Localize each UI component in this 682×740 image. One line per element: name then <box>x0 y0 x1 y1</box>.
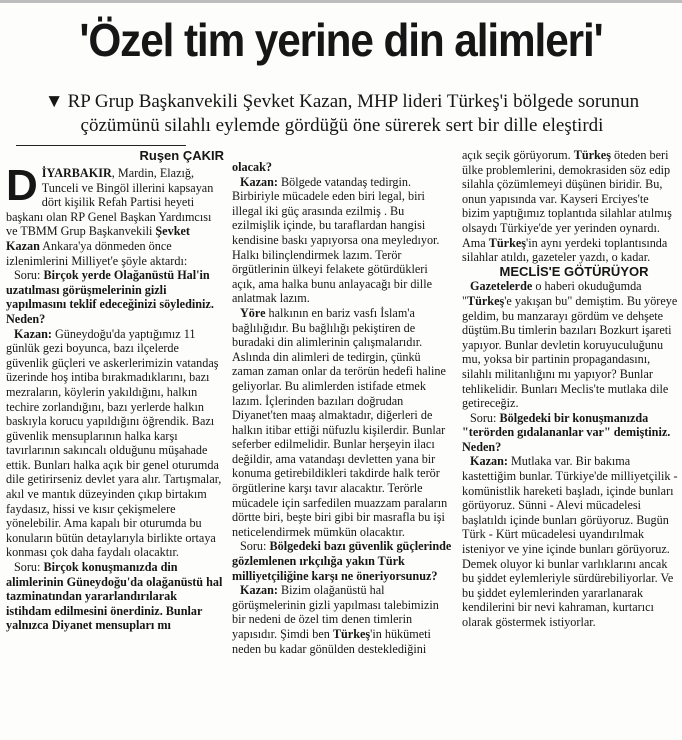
subheadline-text: RP Grup Başkanvekili Şevket Kazan, MHP lideri Türkeş'i bölgede sorunun çözümünü silahlı eylemde gördüğü öne sürerek sert bir dille eleştirdi <box>67 91 640 136</box>
paragraph-text-mid: öteden beri ülke problemlerini, demokrasiden söz edip silahla çözümlemeyi düşünen biridir. Bu, onun yapısında var. Kayseri Erciyes'te bizim yaptığımız toplantıda silahlar atılmış olsaydı Türkiye'de yer yerinden oynardı. Ama <box>462 148 672 250</box>
paragraph-text: o haberi okuduğumda " <box>462 279 642 308</box>
article-column-1 <box>6 166 224 738</box>
answer-label: Kazan: <box>240 583 278 598</box>
paragraph-name: Türkeş <box>573 148 611 162</box>
paragraph-text-end: 'e yakışan bu" demiştim. Bu yöreye geldim, bu manzarayı gördüm ve dehşete düştüm.Bu timlerin bazıları Bozkurt işareti yapıyor. Bunlar devletin koruyuculuğunu mu, yoksa bir partinin propagandasını, silahlı militanlığını mı yapıyor? Bunlar tehlikelidir. Bunları Meclis'te mutlaka dile getireceğiz. <box>462 293 678 411</box>
triangle-marker-icon: ▼ <box>44 91 64 112</box>
drop-cap: D <box>6 166 38 210</box>
answer-text-end: 'in hükümeti neden bu kadar gönülden desteklediğini <box>232 627 431 656</box>
answer-4 <box>462 454 678 629</box>
paragraph-text: açık seçik görüyorum. <box>462 148 574 162</box>
question-text: Birçok konuşmanızda din alimlerinin Güneydoğu'da olağanüstü hal tazminatından yararlandırılarak istihdam edilmesini önerdiniz. Bunlar yalnızca Diyanet mensupları mı <box>6 560 223 633</box>
lead-paragraph <box>6 166 224 268</box>
answer-text: Bizim olağanüstü hal görüşmelerinin gizli yapılması talebimizin bir nedeni de özel tim denen timlerin yapısıdır. Şimdi ben <box>232 583 439 641</box>
question-label: Soru: <box>14 560 44 575</box>
question-label: Soru: <box>14 268 44 283</box>
answer-2 <box>232 175 454 306</box>
answer-label: Kazan: <box>14 326 52 341</box>
article-column-2 <box>232 160 454 738</box>
lead-text-end: Ankara'ya dönmeden önce izlenimlerini Milliyet'e şöyle aktardı: <box>6 238 188 268</box>
byline-divider <box>16 145 186 146</box>
article-column-3 <box>462 148 678 738</box>
paragraph-name-2: Türkeş <box>488 235 526 250</box>
question-text: Birçok yerde Olağanüstü Hal'in uzatılması görüşmelerinin gizli yapılmasını teklif edeceğinizi söylediniz. Neden? <box>6 268 214 326</box>
question-text: Bölgedeki bazı güvenlik güçlerinde gözlemlenen ırkçılığa yakın Türk milliyetçiliğine karşı ne öneriyorsunuz? <box>232 539 452 583</box>
paragraph-text: halkının en bariz vasfı İslam'a bağlılığıdır. Bu bağlılığı pekiştiren de buradaki din alimlerinin çalışmalarıdır. Aslında din alimleri de tedirgin, çünkü zaman zaman onlar da terörün hedefi haline geliyorlar. Bu alimlerden istifade etmek lazım. İçlerinden bazıları doğrudan Diyanet'ten maaş almaktadır, diğerleri de halkın itibar ettiği nüfuzlu kişilerdir. Bunlar seferber edilmelidir. Bunlar herşeyin ilacı değildir, ama vatandaşı devletten yana bir konuma getirebildikleri takdirde halk terör örgütlerine karşı tavır alacaktır. Terörle mücadele için sarfedilen muazzam paraların dörtte biri, beşte biri gibi bir masrafla bu işi neticelendirmek mümkün olacaktır. <box>232 305 448 539</box>
question-2 <box>6 560 224 633</box>
byline-block <box>8 145 228 163</box>
answer-text: Bölgede vatandaş tedirgin. Birbiriyle mücadele eden biri legal, biri illegal iki güç arasında ezilmiş . Bu ezilmişlik içinde, bu taraflardan hangisi kendisine baskı yapıyorsa ona meyledıyor. Halkı bilinçlendirmek lazım. Terör örgütlerinin ülkeyi felakete götürdükleri açık, ama halka bunu anlayacağı bir dille anlatmak lazım. <box>232 174 440 306</box>
paragraph-yore <box>232 306 454 540</box>
page-title: 'Özel tim yerine din alimleri' <box>79 14 603 66</box>
paragraph-lead: Gazetelerde <box>470 279 533 294</box>
byline: Ruşen ÇAKIR <box>139 148 224 163</box>
section-subtitle: MECLİS'E GÖTÜRÜYOR <box>499 263 649 279</box>
answer-1 <box>6 327 224 561</box>
answer-label: Kazan: <box>470 454 508 469</box>
lead-text: , Mardin, Elazığ, Tunceli ve Bingöl illerini kapsayan dört kişilik Refah Partisi heyeti başkanı olan RP Genel Başkan Yardımcısı ve TBMM Grup Başkanvekili <box>6 166 214 239</box>
question-4 <box>462 411 678 455</box>
paragraph-name: Türkeş <box>466 293 505 308</box>
question-3 <box>232 539 454 583</box>
answer-3 <box>232 583 454 656</box>
answer-text: Mutlaka var. Bir bakıma kastettiğim bunlar. Türkiye'de milliyetçilik - komünistlik hareketi başladı, içinde bunları görüyoruz. Sünni - Alevi mücadelesi başlatıldı içinde bunları görüyoruz. Bugün Türk - Kürt mücadelesi uyandırılmak isteniyor ve yine içinde bunları görüyoruz. Demek oluyor ki bunlar varlıklarını ancak bu şiddet eylemleriyle sürdürebiliyorlar. Ve bu şiddet eylemlerinden yararlanarak kendilerini bir nevi kahraman, kurtarıcı olarak göstermek istiyorlar. <box>462 454 678 629</box>
lead-name: Şevket Kazan <box>6 224 190 253</box>
paragraph-gazetelerde <box>462 279 678 410</box>
answer-label: Kazan: <box>240 174 278 189</box>
paragraph-lead: Yöre <box>240 305 266 320</box>
question-label: Soru: <box>470 410 500 425</box>
answer-name: Türkeş <box>332 627 371 641</box>
dateline: İYARBAKIR <box>41 166 112 180</box>
answer-text: Güneydoğu'da yaptığımız 11 günlük gezi boyunca, bazı ilçelerde güvenlik güçleri ve askerlerimizin vatandaş üzerinde hoş intiba bırakmadıklarını, bazı mezraların, köylerin yakıldığını, halkın techire zorlandığını, bazı yerlerde halkın baskıyla korucu yapıldığını öğrendik. Bazı güvenlik mensuplarının halka karşı tavırlarının sakıncalı olduğunu müşahade ettik. Bunları halka açık bir genel oturumda dile getirirseniz devlet yara alır. Tartışmalar, akıl ve mantık düzeyinden çıkıp birtakım faydasız, hissi ve kısır çekişmelere yönelebilir. Ama kapalı bir oturumda bu konuların bütün detaylarıyla birlikte ortaya konması çok daha faydalı olacaktır. <box>6 326 222 560</box>
subheadline <box>8 90 676 138</box>
question-2-end: olacak? <box>232 160 272 174</box>
question-label: Soru: <box>240 539 270 554</box>
question-1 <box>6 268 224 326</box>
question-text: Bölgedeki bir konuşmanızda "terörden gıdalananlar var" demiştiniz. Neden? <box>462 410 671 454</box>
paragraph-continued <box>462 148 678 265</box>
top-rule <box>0 0 682 3</box>
paragraph-text-end: 'in aynı yerdeki toplantısında silahlar atıldı, gazeteler yazdı, o kadar. <box>462 235 668 265</box>
